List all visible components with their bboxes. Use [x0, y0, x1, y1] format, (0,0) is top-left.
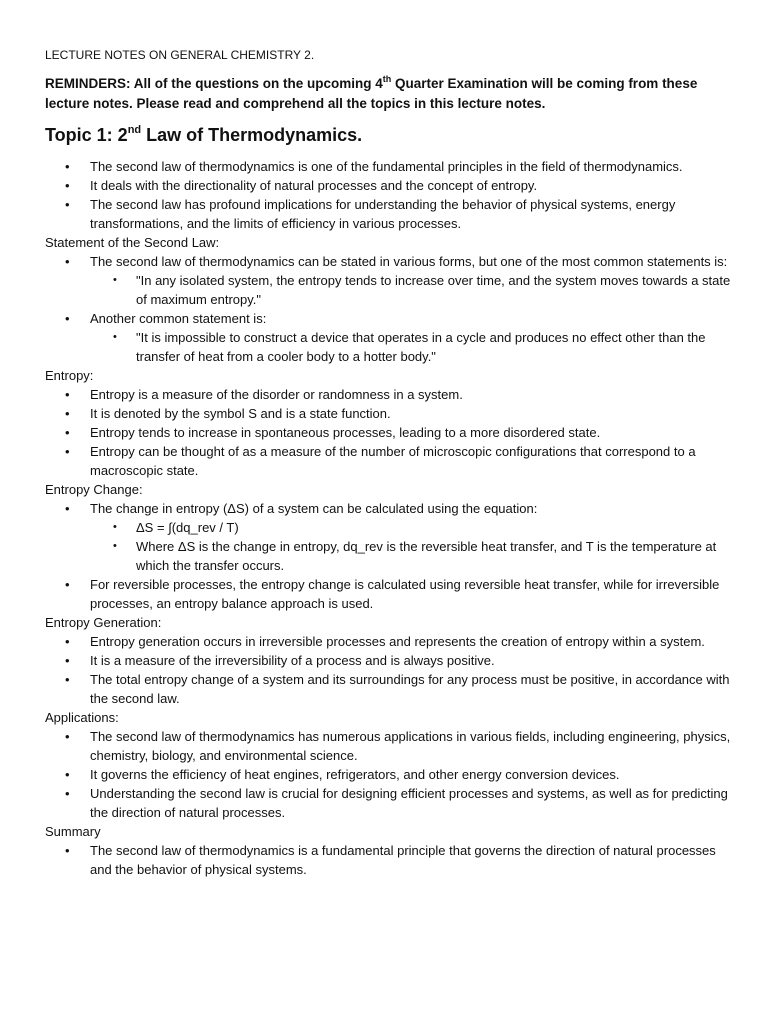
reminders-text-end: Quarter Examination will be coming from these lecture notes. Please read and comprehend all the topics in this lecture notes. [45, 76, 698, 111]
list-item [45, 499, 735, 575]
document-header: LECTURE NOTES ON GENERAL CHEMISTRY 2. [45, 48, 315, 62]
entropy-generation-list [45, 632, 735, 708]
sub-list [90, 328, 735, 366]
list-item [45, 252, 735, 309]
list-item-text: Another common statement is: [90, 311, 267, 326]
sub-list-item-equation: • ΔS = ∫(dq_rev / T) [90, 518, 735, 537]
statement-list [45, 252, 735, 366]
section-heading-entropy-change: Entropy Change: [45, 482, 143, 497]
applications-list [45, 727, 735, 822]
list-item: • The second law of thermodynamics is a fundamental principle that governs the direction of natural processes and the behavior of physical systems. [45, 841, 735, 879]
list-item: • Entropy generation occurs in irreversible processes and represents the creation of entropy within a system. [45, 632, 735, 651]
list-item: • It deals with the directionality of natural processes and the concept of entropy. [45, 176, 735, 195]
list-item: • For reversible processes, the entropy change is calculated using reversible heat transfer, while for irreversible processes, an entropy balance approach is used. [45, 575, 735, 613]
list-item: • It is denoted by the symbol S and is a state function. [45, 404, 735, 423]
list-item [45, 309, 735, 366]
list-item-text: The second law of thermodynamics can be stated in various forms, but one of the most common statements is: [90, 254, 728, 269]
topic-title-start: Topic 1: 2 [45, 125, 128, 145]
entropy-list [45, 385, 735, 480]
list-item: • The total entropy change of a system and its surroundings for any process must be positive, in accordance with the second law. [45, 670, 735, 708]
list-item: • It governs the efficiency of heat engines, refrigerators, and other energy conversion devices. [45, 765, 735, 784]
topic-title-end: Law of Thermodynamics. [141, 125, 363, 145]
reminders-note [45, 74, 735, 114]
list-item: • The second law of thermodynamics is one of the fundamental principles in the field of thermodynamics. [45, 157, 735, 176]
reminders-text-start: REMINDERS: All of the questions on the upcoming 4 [45, 76, 383, 91]
list-item: • Entropy can be thought of as a measure of the number of microscopic configurations that correspond to a macroscopic state. [45, 442, 735, 480]
sub-list [90, 271, 735, 309]
list-item: • The second law of thermodynamics has numerous applications in various fields, including engineering, physics, chemistry, biology, and environmental science. [45, 727, 735, 765]
sub-list-item: • "In any isolated system, the entropy tends to increase over time, and the system moves towards a state of maximum entropy." [90, 271, 735, 309]
list-item-text: The change in entropy (ΔS) of a system can be calculated using the equation: [90, 501, 538, 516]
list-item: • Understanding the second law is crucial for designing efficient processes and systems, as well as for predicting the direction of natural processes. [45, 784, 735, 822]
sub-list-item: • Where ΔS is the change in entropy, dq_rev is the reversible heat transfer, and T is the temperature at which the transfer occurs. [90, 537, 735, 575]
sub-list-item: • "It is impossible to construct a device that operates in a cycle and produces no effect other than the transfer of heat from a cooler body to a hotter body." [90, 328, 735, 366]
topic-title [45, 122, 735, 148]
section-heading-entropy: Entropy: [45, 368, 94, 383]
document-page [45, 46, 735, 879]
list-item: • The second law has profound implications for understanding the behavior of physical systems, energy transformations, and the limits of efficiency in various processes. [45, 195, 735, 233]
sub-list [90, 518, 735, 575]
intro-list [45, 157, 735, 233]
list-item: • Entropy is a measure of the disorder or randomness in a system. [45, 385, 735, 404]
list-item: • Entropy tends to increase in spontaneous processes, leading to a more disordered state. [45, 423, 735, 442]
reminders-ordinal: th [382, 73, 392, 84]
section-heading-entropy-generation: Entropy Generation: [45, 615, 162, 630]
entropy-change-list [45, 499, 735, 613]
section-heading-applications: Applications: [45, 710, 119, 725]
section-heading-summary: Summary [45, 824, 101, 839]
summary-list [45, 841, 735, 879]
list-item: • It is a measure of the irreversibility of a process and is always positive. [45, 651, 735, 670]
section-heading-statement: Statement of the Second Law: [45, 235, 220, 250]
topic-title-ordinal: nd [127, 124, 142, 136]
